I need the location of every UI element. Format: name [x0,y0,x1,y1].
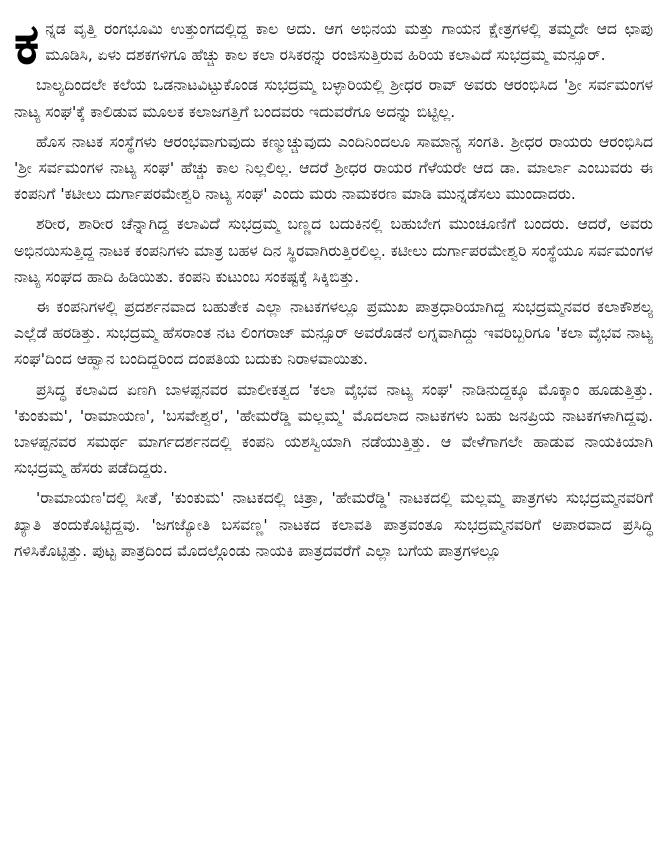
paragraph-7: 'ರಾಮಾಯಣ'ದಲ್ಲಿ ಸೀತೆ, 'ಕುಂಕುಮ' ನಾಟಕದಲ್ಲಿ ಚಿತ್ರಾ, 'ಹೇಮರೆಡ್ಡಿ' ನಾಟಕದಲ್ಲಿ ಮಲ್ಲಮ್ಮ ಪಾತ್ರಗಳು ಸುಭದ್ರಮ್ಮನವರಿಗೆ ಖ್ಯಾತಿ ತಂದುಕೊಟ್ಟಿದ್ದವು. 'ಜಗಜ್ಯೋತಿ ಬಸವಣ್ಣ' ನಾಟಕದ ಕಲಾವತಿ ಪಾತ್ರವಂತೂ ಸುಭದ್ರಮ್ಮನವರಿಗೆ ಅಪಾರವಾದ ಪ್ರಸಿದ್ಧಿ ಗಳಿಸಿಕೊಟ್ಟಿತ್ತು. ಪುಟ್ಟ ಪಾತ್ರದಿಂದ ಮೊದಲ್ಗೊಂಡು ನಾಯಕಿ ಪಾತ್ರದವರೆಗೆ ಎಲ್ಲಾ ಬಗೆಯ ಪಾತ್ರಗಳಲ್ಲೂ [14,489,653,560]
paragraph-1-text: ನ್ನಡ ವೃತ್ತಿ ರಂಗಭೂಮಿ ಉತ್ತುಂಗದಲ್ಲಿದ್ದ ಕಾಲ ಅದು. ಆಗ ಅಭಿನಯ ಮತ್ತು ಗಾಯನ ಕ್ಷೇತ್ರಗಳಲ್ಲಿ ತಮ್ಮದೇ ಆದ ಛಾಪು ಮೂಡಿಸಿ, ಏಳು ದಶಕಗಳಿಗೂ ಹೆಚ್ಚು ಕಾಲ ಕಲಾ ರಸಿಕರನ್ನು ರಂಜಿಸುತ್ತಿರುವ ಹಿರಿಯ ಕಲಾವಿದೆ ಸುಭದ್ರಮ್ಮ ಮನ್ಸೂರ್. [45,20,653,65]
paragraph-3: ಹೊಸ ನಾಟಕ ಸಂಸ್ಥೆಗಳು ಆರಂಭವಾಗುವುದು ಕಣ್ಮುಚ್ಚುವುದು ಎಂದಿನಿಂದಲೂ ಸಾಮಾನ್ಯ ಸಂಗತಿ. ಶ್ರೀಧರ ರಾಯರು ಆರಂಭಿಸಿದ 'ಶ್ರೀ ಸರ್ವಮಂಗಳ ನಾಟ್ಯ ಸಂಘ' ಹೆಚ್ಚು ಕಾಲ ನಿಲ್ಲಲಿಲ್ಲ. ಆದರೆ ಶ್ರೀಧರ ರಾಯರ ಗೆಳೆಯರೇ ಆದ ಡಾ. ಮಾರ್ಲಾ ಎಂಬುವರು ಈ ಕಂಪನಿಗೆ 'ಕಟೀಲು ದುರ್ಗಾಪರಮೇಶ್ವರಿ ನಾಟ್ಯ ಸಂಘ' ಎಂದು ಮರು ನಾಮಕರಣ ಮಾಡಿ ಮುನ್ನಡೆಸಲು ಮುಂದಾದರು. [14,132,653,204]
paragraph-4: ಶರೀರ, ಶಾರೀರ ಚೆನ್ನಾಗಿದ್ದ ಕಲಾವಿದೆ ಸುಭದ್ರಮ್ಮ ಬಣ್ಣದ ಬದುಕಿನಲ್ಲಿ ಬಹುಬೇಗ ಮುಂಚೂಣಿಗೆ ಬಂದರು. ಆದರೆ, ಅವರು ಅಭಿನಯಿಸುತ್ತಿದ್ದ ನಾಟಕ ಕಂಪನಿಗಳು ಮಾತ್ರ ಬಹಳ ದಿನ ಸ್ಥಿರವಾಗಿರುತ್ತಿರಲಿಲ್ಲ. ಕಟೀಲು ದುರ್ಗಾಪರಮೇಶ್ವರಿ ಸಂಸ್ಥೆಯೂ ಸರ್ವಮಂಗಳ ನಾಟ್ಯ ಸಂಘದ ಹಾದಿ ಹಿಡಿಯಿತು. ಕಂಪನಿ ಕುಟುಂಬ ಸಂಕಷ್ಟಕ್ಕೆ ಸಿಕ್ಕಿಬಿತ್ತು. [14,215,653,286]
paragraph-5: ಈ ಕಂಪನಿಗಳಲ್ಲಿ ಪ್ರದರ್ಶನವಾದ ಬಹುತೇಕ ಎಲ್ಲಾ ನಾಟಕಗಳಲ್ಲೂ ಪ್ರಮುಖ ಪಾತ್ರಧಾರಿಯಾಗಿದ್ದ ಸುಭದ್ರಮ್ಮನವರ ಕಲಾಕೌಶಲ್ಯ ಎಲ್ಲೆಡೆ ಹರಡಿತ್ತು. ಸುಭದ್ರಮ್ಮ ಹೆಸರಾಂತ ನಟ ಲಿಂಗರಾಜ್ ಮನ್ಸೂರ್ ಅವರೊಡನೆ ಲಗ್ನವಾಗಿದ್ದು ಇವರಿಬ್ಬರಿಗೂ 'ಕಲಾ ವೈಭವ ನಾಟ್ಯ ಸಂಘ'ದಿಂದ ಆಹ್ವಾನ ಬಂದಿದ್ದರಿಂದ ದಂಪತಿಯ ಬದುಕು ನಿರಾಳವಾಯಿತು. [14,298,653,369]
drop-cap-letter: ಕ [14,12,40,77]
paragraph-6: ಪ್ರಸಿದ್ಧ ಕಲಾವಿದ ಏಣಗಿ ಬಾಳಪ್ಪನವರ ಮಾಲೀಕತ್ವದ 'ಕಲಾ ವೈಭವ ನಾಟ್ಯ ಸಂಘ' ನಾಡಿನುದ್ದಕ್ಕೂ ಮೊಕ್ಕಾಂ ಹೂಡುತ್ತಿತ್ತು. 'ಕುಂಕುಮ', 'ರಾಮಾಯಣ', 'ಬಸವೇಶ್ವರ', 'ಹೇಮರೆಡ್ಡಿ ಮಲ್ಲಮ್ಮ' ಮೊದಲಾದ ನಾಟಕಗಳು ಬಹು ಜನಪ್ರಿಯ ನಾಟಕಗಳಾಗಿದ್ದವು. ಬಾಳಪ್ಪನವರ ಸಮರ್ಥ ಮಾರ್ಗದರ್ಶನದಲ್ಲಿ ಕಂಪನಿ ಯಶಸ್ವಿಯಾಗಿ ನಡೆಯುತ್ತಿತ್ತು. ಆ ವೇಳೆಗಾಗಲೇ ಹಾಡುವ ನಾಯಕಿಯಾಗಿ ಸುಭದ್ರಮ್ಮ ಹೆಸರು ಪಡೆದಿದ್ದರು. [14,380,653,478]
paragraph-2: ಬಾಲ್ಯದಿಂದಲೇ ಕಲೆಯ ಒಡನಾಟವಿಟ್ಟುಕೊಂಡ ಸುಭದ್ರಮ್ಮ ಬಳ್ಳಾರಿಯಲ್ಲಿ ಶ್ರೀಧರ ರಾವ್ ಅವರು ಆರಂಭಿಸಿದ 'ಶ್ರೀ ಸರ್ವಮಂಗಳ ನಾಟ್ಯ ಸಂಘ'ಕ್ಕೆ ಕಾಲಿಡುವ ಮೂಲಕ ಕಲಾಜಗತ್ತಿಗೆ ಬಂದವರು ಇದುವರೆಗೂ ಅದನ್ನು ಬಿಟ್ಟಿಲ್ಲ. [14,76,653,121]
paragraph-1 [14,12,653,77]
